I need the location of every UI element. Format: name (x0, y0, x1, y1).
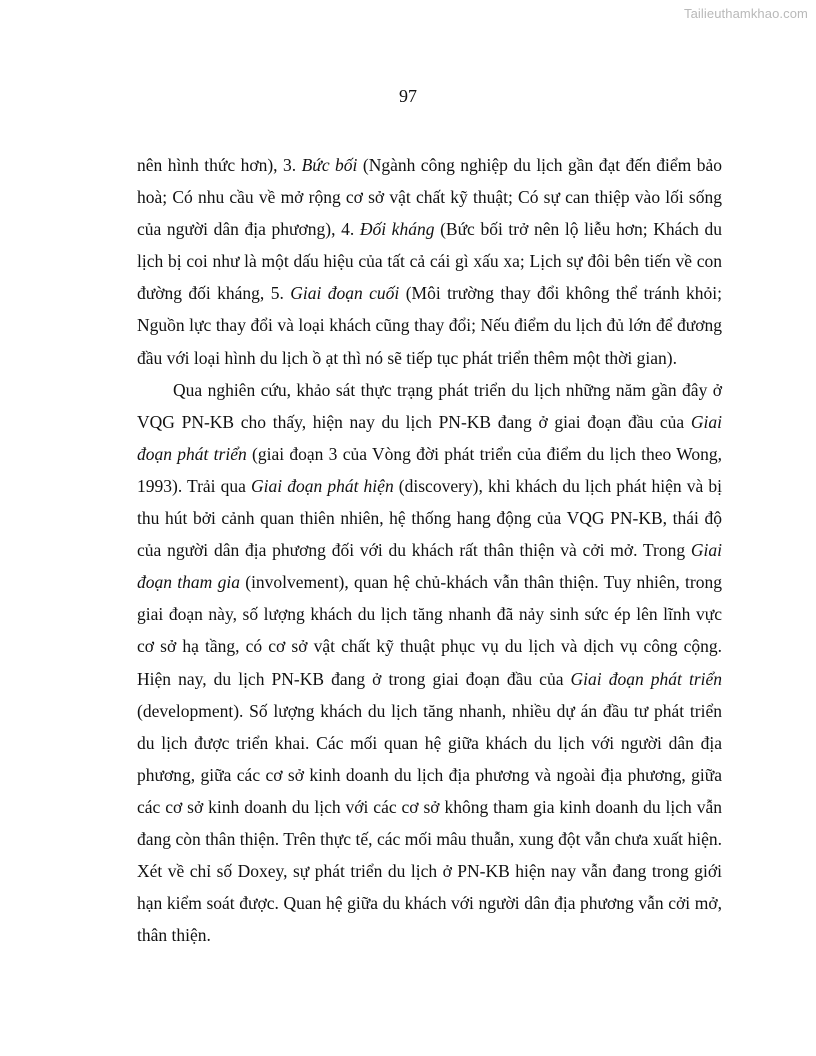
italic-term: Giai đoạn cuối (290, 283, 400, 304)
italic-term: Giai đoạn phát triển (137, 411, 722, 464)
italic-term: Giai đoạn phát hiện (251, 475, 394, 496)
text-run: nên hình thức hơn), 3. (137, 155, 302, 175)
italic-term: Giai đoạn phát triển (570, 668, 723, 689)
text-run: (Ngành công nghiệp du lịch gần đạt đến điểm bảo hoà; Có nhu cầu về mở rộng cơ sở vật chất kỹ thuật; Có sự can thiệp vào lối sống của người dân địa phương), 4. (137, 155, 722, 240)
watermark-text: Tailieuthamkhao.com (683, 6, 808, 21)
italic-term: Đối kháng (359, 219, 435, 240)
page-number: 97 (399, 86, 417, 106)
text-run: Qua nghiên cứu, khảo sát thực trạng phát triển du lịch những năm gần đây ở VQG PN-KB cho thấy, hiện nay du lịch PN-KB đang ở giai đoạn đầu của (137, 379, 722, 432)
italic-term: Bức bối (301, 155, 358, 175)
italic-term: Giai đoạn tham gia (137, 540, 722, 593)
text-run: (Môi trường thay đổi không thể tránh khỏi; Nguồn lực thay đổi và loại khách cũng thay đổi; Nếu điểm du lịch đủ lớn để đương đầu với loại hình du lịch ồ ạt thì nó sẽ tiếp tục phát triển thêm một thời gian). (137, 283, 723, 368)
text-run: (Bức bối trở nên lộ liễu hơn; Khách du lịch bị coi như là một dấu hiệu của tất cả cái gì xấu xa; Lịch sự đôi bên tiến về con đường đối kháng, 5. (137, 219, 722, 304)
text-run: (giai đoạn 3 của Vòng đời phát triển của điểm du lịch theo Wong, 1993). Trải qua (137, 443, 722, 496)
text-run: (involvement), quan hệ chủ-khách vẫn thân thiện. Tuy nhiên, trong giai đoạn này, số lượng khách du lịch tăng nhanh đã nảy sinh sức ép lên lĩnh vực cơ sở hạ tầng, có cơ sở vật chất kỹ thuật phục vụ du lịch và dịch vụ công cộng. Hiện nay, du lịch PN-KB đang ở trong giai đoạn đầu của (137, 572, 722, 689)
paragraph (137, 149, 722, 374)
body-text (137, 149, 722, 951)
text-run: (discovery), khi khách du lịch phát hiện và bị thu hút bởi cảnh quan thiên nhiên, hệ thống hang động của VQG PN-KB, thái độ của người dân địa phương đối với du khách rất thân thiện và cởi mở. Trong (137, 475, 723, 561)
paragraph (137, 374, 722, 952)
text-run: (development). Số lượng khách du lịch tăng nhanh, nhiều dự án đầu tư phát triển du lịch được triển khai. Các mối quan hệ giữa khách du lịch với người dân địa phương, giữa các cơ sở kinh doanh du lịch địa phương và ngoài địa phương, giữa các cơ sở kinh doanh du lịch với các cơ sở không tham gia kinh doanh du lịch vẫn đang còn thân thiện. Trên thực tế, các mối mâu thuẫn, xung đột vẫn chưa xuất hiện. Xét về chỉ số Doxey, sự phát triển du lịch ở PN-KB hiện nay vẫn đang trong giới hạn kiểm soát được. Quan hệ giữa du khách với người dân địa phương vẫn cởi mở, thân thiện. (137, 700, 722, 946)
